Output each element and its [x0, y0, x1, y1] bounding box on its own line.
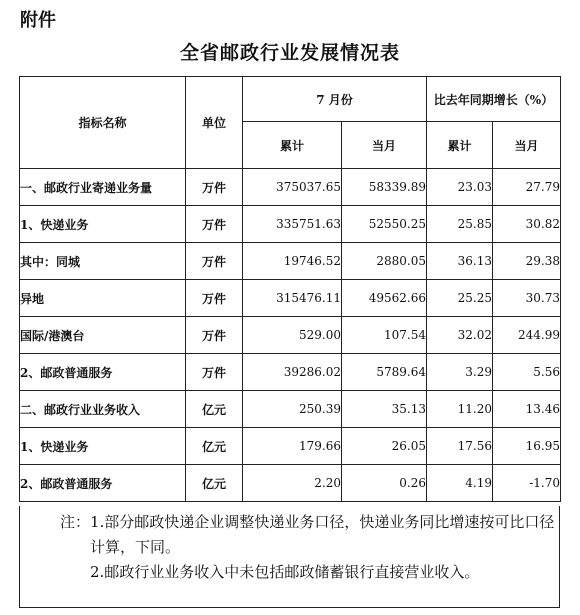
growth-month-value: 16.95	[493, 428, 561, 465]
indicator-name: 1、快递业务	[20, 206, 186, 243]
cumulative-value: 335751.63	[243, 206, 342, 243]
month-value: 5789.64	[342, 354, 427, 391]
header-month-group: 7 月份	[243, 77, 427, 122]
note-prefix: 注：	[60, 513, 91, 531]
cumulative-value: 250.39	[243, 391, 342, 428]
unit-cell: 万件	[186, 280, 243, 317]
table-row	[20, 243, 561, 280]
month-value: 49562.66	[342, 280, 427, 317]
growth-cumulative-value: 23.03	[427, 169, 493, 206]
unit-cell: 亿元	[186, 465, 243, 502]
unit-cell: 万件	[186, 206, 243, 243]
cumulative-value: 19746.52	[243, 243, 342, 280]
attachment-label: 附件	[20, 10, 56, 31]
table-row	[20, 206, 561, 243]
header-unit: 单位	[186, 77, 243, 169]
indicator-name: 1、快递业务	[20, 428, 186, 465]
cumulative-value: 2.20	[243, 465, 342, 502]
note-1-text: 1.部分邮政快递企业调整快递业务口径，快递业务同比增速按可比口径计算，下同。	[90, 513, 555, 556]
statistics-table	[19, 76, 561, 502]
month-value: 52550.25	[342, 206, 427, 243]
growth-month-value: 30.82	[493, 206, 561, 243]
unit-cell: 万件	[186, 354, 243, 391]
table-row	[20, 428, 561, 465]
indicator-name: 一、邮政行业寄递业务量	[20, 169, 186, 206]
growth-month-value: -1.70	[493, 465, 561, 502]
unit-cell: 万件	[186, 317, 243, 354]
month-value: 2880.05	[342, 243, 427, 280]
table-row	[20, 391, 561, 428]
header-growth-current-month: 当月	[493, 122, 561, 169]
indicator-name: 异地	[20, 280, 186, 317]
indicator-name: 其中：同城	[20, 243, 186, 280]
growth-month-value: 13.46	[493, 391, 561, 428]
growth-month-value: 244.99	[493, 317, 561, 354]
growth-cumulative-value: 25.85	[427, 206, 493, 243]
month-value: 26.05	[342, 428, 427, 465]
month-value: 58339.89	[342, 169, 427, 206]
table-row	[20, 169, 561, 206]
indicator-name: 2、邮政普通服务	[20, 465, 186, 502]
cumulative-value: 39286.02	[243, 354, 342, 391]
cumulative-value: 529.00	[243, 317, 342, 354]
growth-cumulative-value: 11.20	[427, 391, 493, 428]
growth-month-value: 5.56	[493, 354, 561, 391]
month-value: 35.13	[342, 391, 427, 428]
growth-cumulative-value: 4.19	[427, 465, 493, 502]
table-row	[20, 280, 561, 317]
table-row	[20, 354, 561, 391]
indicator-name: 国际/港澳台	[20, 317, 186, 354]
notes-box	[19, 506, 560, 608]
header-current-month: 当月	[342, 122, 427, 169]
unit-cell: 亿元	[186, 391, 243, 428]
indicator-name: 2、邮政普通服务	[20, 354, 186, 391]
note-2-text: 2.邮政行业业务收入中未包括邮政储蓄银行直接营业收入。	[90, 563, 480, 581]
table-title: 全省邮政行业发展情况表	[179, 42, 400, 64]
growth-month-value: 29.38	[493, 243, 561, 280]
header-cumulative: 累计	[243, 122, 342, 169]
growth-cumulative-value: 36.13	[427, 243, 493, 280]
unit-cell: 亿元	[186, 428, 243, 465]
header-indicator-name: 指标名称	[20, 77, 186, 169]
growth-month-value: 27.79	[493, 169, 561, 206]
cumulative-value: 315476.11	[243, 280, 342, 317]
unit-cell: 万件	[186, 169, 243, 206]
cumulative-value: 375037.65	[243, 169, 342, 206]
growth-cumulative-value: 25.25	[427, 280, 493, 317]
unit-cell: 万件	[186, 243, 243, 280]
table-row	[20, 465, 561, 502]
header-growth-group: 比去年同期增长（%）	[427, 77, 561, 122]
growth-cumulative-value: 17.56	[427, 428, 493, 465]
table-row	[20, 317, 561, 354]
growth-month-value: 30.73	[493, 280, 561, 317]
note-1	[60, 510, 560, 560]
cumulative-value: 179.66	[243, 428, 342, 465]
growth-cumulative-value: 3.29	[427, 354, 493, 391]
month-value: 107.54	[342, 317, 427, 354]
month-value: 0.26	[342, 465, 427, 502]
growth-cumulative-value: 32.02	[427, 317, 493, 354]
indicator-name: 二、邮政行业业务收入	[20, 391, 186, 428]
header-growth-cumulative: 累计	[427, 122, 493, 169]
